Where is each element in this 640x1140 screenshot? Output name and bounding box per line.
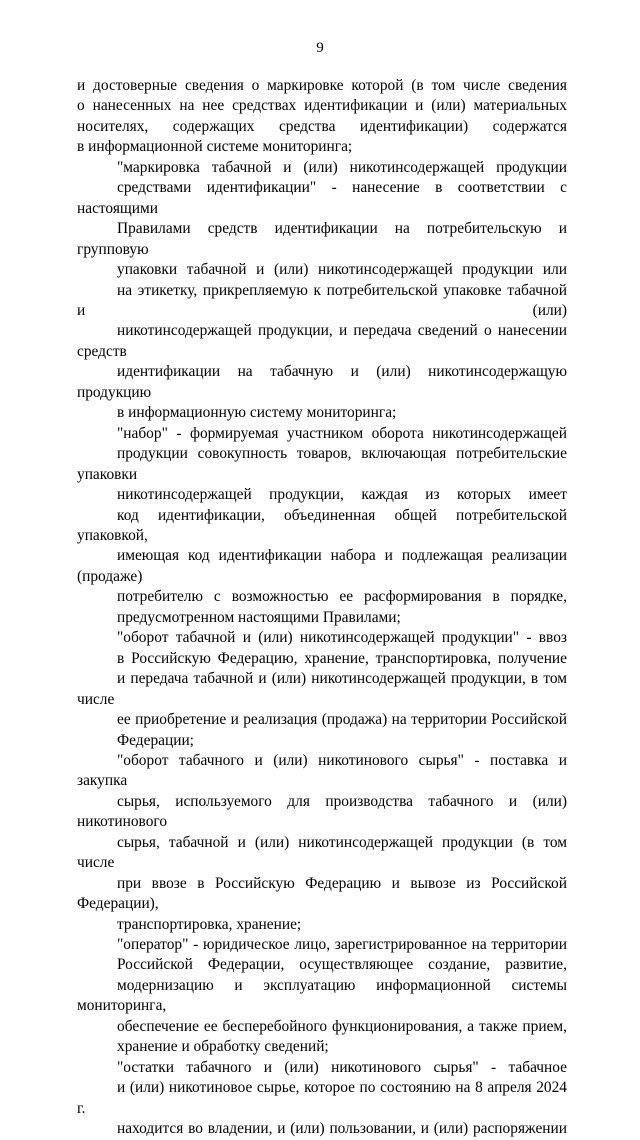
text-line: и (или) никотиновое сырье, которое по состоянию на 8 апреля 2024 г. bbox=[77, 1079, 567, 1117]
text-line: "остатки табачного и (или) никотинового сырья" - табачное bbox=[117, 1058, 567, 1076]
document-body bbox=[77, 76, 567, 1140]
text-line: сырья, используемого для производства табачного и (или) никотинового bbox=[77, 792, 567, 831]
text-line: носителях, содержащих средства идентификации) содержатся bbox=[77, 117, 567, 135]
text-line: ее приобретение и реализация (продажа) на территории Российской bbox=[117, 711, 567, 729]
paragraph-marking-definition bbox=[77, 158, 567, 424]
text-line: код идентификации, объединенная общей потребительской упаковкой, bbox=[77, 506, 567, 544]
text-line: о нанесенных на нее средствах идентификации и (или) материальных bbox=[77, 97, 567, 115]
text-line: обеспечение ее бесперебойного функционирования, а также прием, bbox=[117, 1017, 567, 1035]
text-line: и достоверные сведения о маркировке которой (в том числе сведения bbox=[77, 77, 567, 94]
page-number: 9 bbox=[316, 40, 324, 56]
paragraph-set-definition bbox=[77, 424, 567, 629]
text-line: имеющая код идентификации набора и подлежащая реализации (продаже) bbox=[77, 547, 567, 585]
paragraph-operator-definition bbox=[77, 935, 567, 1058]
text-line: "оператор" - юридическое лицо, зарегистрированное на территории bbox=[117, 936, 567, 954]
text-line: "набор" - формируемая участником оборота никотинсодержащей bbox=[117, 424, 567, 442]
text-line: сырья, табачной и (или) никотинсодержащей продукции (в том числе bbox=[77, 833, 567, 872]
text-line: потребителю с возможностью ее расформирования в порядке, bbox=[117, 588, 567, 606]
text-line: в информационную систему мониторинга; bbox=[117, 404, 397, 422]
text-line: "оборот табачного и (или) никотинового сырья" - поставка и закупка bbox=[77, 751, 567, 790]
text-line: и передача табачной и (или) никотинсодержащей продукции, в том числе bbox=[77, 670, 567, 708]
text-line: предусмотренном настоящими Правилами; bbox=[117, 608, 401, 626]
text-line: никотинсодержащей продукции, и передача сведений о нанесении средств bbox=[77, 322, 567, 360]
text-line: Российской Федерации, осуществляющее создание, развитие, bbox=[117, 956, 567, 974]
text-line: Федерации; bbox=[117, 731, 194, 749]
text-line: средствами идентификации" - нанесение в соответствии с настоящими bbox=[77, 179, 567, 217]
text-line: находится во владении, и (или) пользовании, и (или) распоряжении bbox=[117, 1120, 567, 1138]
paragraph-circulation-products-definition bbox=[77, 628, 567, 751]
text-line: модернизацию и эксплуатацию информационной системы мониторинга, bbox=[77, 976, 567, 1015]
text-line: "оборот табачной и (или) никотинсодержащей продукции" - ввоз bbox=[117, 629, 567, 647]
paragraph-continuation bbox=[77, 76, 567, 158]
text-line: упаковки табачной и (или) никотинсодержащей продукции или bbox=[117, 261, 567, 279]
paragraph-remains-definition bbox=[77, 1058, 567, 1140]
paragraph-circulation-raw-definition bbox=[77, 751, 567, 935]
text-line: в Российскую Федерацию, хранение, транспортировка, получение bbox=[117, 649, 567, 667]
text-line: идентификации на табачную и (или) никотинсодержащую продукцию bbox=[77, 363, 567, 401]
text-line: никотинсодержащей продукции, каждая из которых имеет bbox=[117, 486, 567, 504]
text-line: хранение и обработку сведений; bbox=[117, 1038, 329, 1056]
text-line: продукции совокупность товаров, включающая потребительские упаковки bbox=[77, 445, 567, 483]
text-line: Правилами средств идентификации на потребительскую и групповую bbox=[77, 220, 567, 258]
text-line: на этикетку, прикрепляемую к потребительской упаковке табачной и (или) bbox=[77, 281, 567, 319]
text-line: "маркировка табачной и (или) никотинсодержащей продукции bbox=[117, 158, 567, 176]
text-line: транспортировка, хранение; bbox=[117, 915, 302, 933]
text-line: в информационной системе мониторинга; bbox=[77, 138, 353, 156]
text-line: при ввозе в Российскую Федерацию и вывозе из Российской Федерации), bbox=[77, 874, 567, 913]
